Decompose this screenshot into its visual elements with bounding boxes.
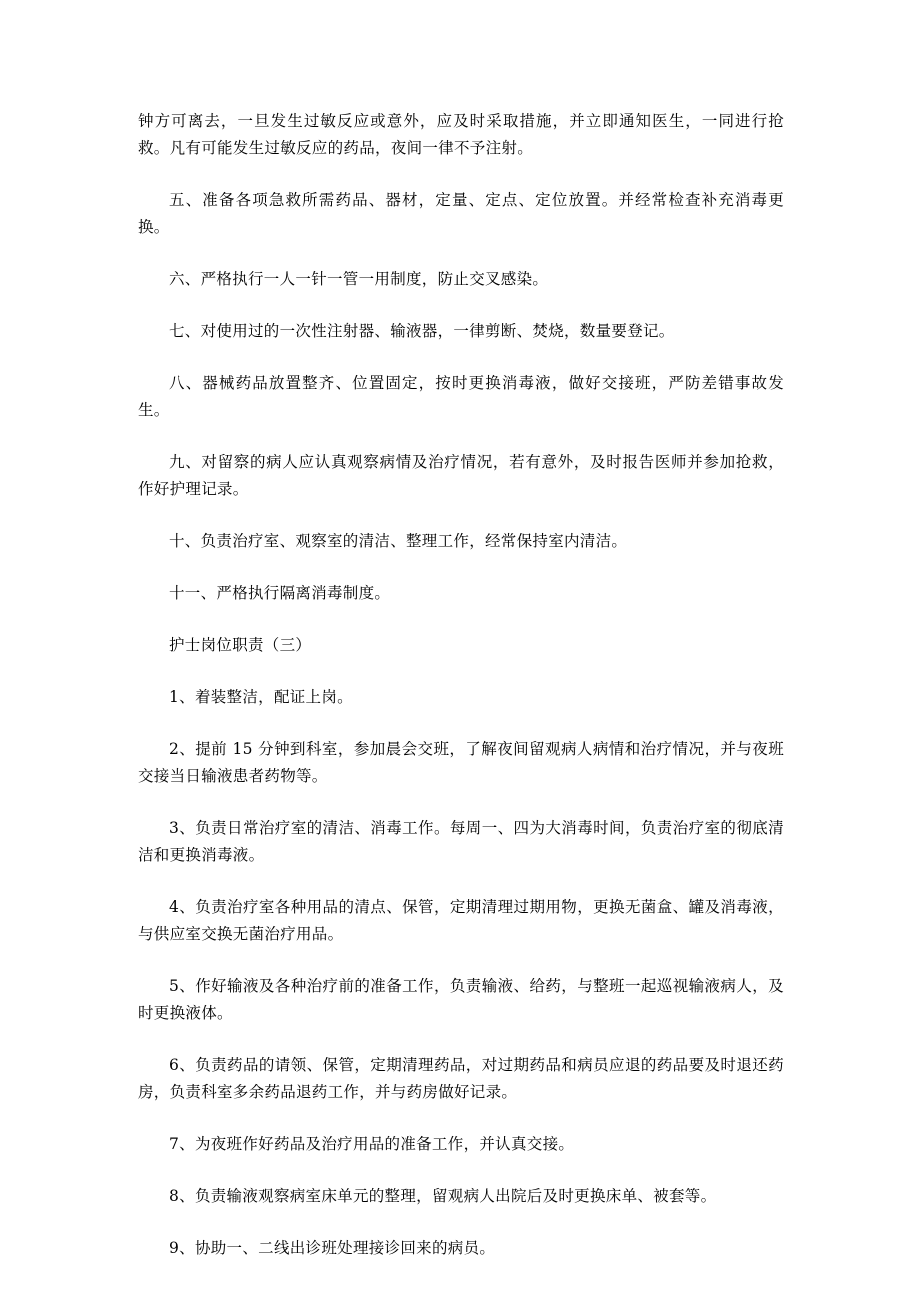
paragraph-item-9: 九、对留察的病人应认真观察病情及治疗情况，若有意外，及时报告医师并参加抢救，作好护理记录。 <box>138 453 784 498</box>
section-heading: 护士岗位职责（三） <box>169 636 312 654</box>
paragraph-item-11: 十一、严格执行隔离消毒制度。 <box>169 584 391 602</box>
paragraph-item-5: 五、准备各项急救所需药品、器材，定量、定点、定位放置。并经常检查补充消毒更换。 <box>138 191 784 236</box>
duty-item-7: 7、为夜班作好药品及治疗用品的准备工作，并认真交接。 <box>169 1135 575 1153</box>
paragraph-item-7: 七、对使用过的一次性注射器、输液器，一律剪断、焚烧，数量要登记。 <box>169 322 675 340</box>
paragraph-item-10: 十、负责治疗室、观察室的清洁、整理工作，经常保持室内清洁。 <box>169 532 628 550</box>
paragraph-continuation: 钟方可离去，一旦发生过敏反应或意外，应及时采取措施，并立即通知医生，一同进行抢救。凡有可能发生过敏反应的药品，夜间一律不予注射。 <box>138 112 784 157</box>
paragraph-item-6: 六、严格执行一人一针一管一用制度，防止交叉感染。 <box>169 270 549 288</box>
duty-item-2: 2、提前 15 分钟到科室，参加晨会交班，了解夜间留观病人病情和治疗情况，并与夜班交接当日输液患者药物等。 <box>138 740 784 785</box>
paragraph-item-8: 八、器械药品放置整齐、位置固定，按时更换消毒液，做好交接班，严防差错事故发生。 <box>138 374 784 419</box>
document-page <box>138 108 784 1287</box>
duty-item-5: 5、作好输液及各种治疗前的准备工作，负责输液、给药，与整班一起巡视输液病人，及时更换液体。 <box>138 977 784 1022</box>
duty-item-1: 1、着装整洁，配证上岗。 <box>169 688 353 706</box>
duty-item-3: 3、负责日常治疗室的清洁、消毒工作。每周一、四为大消毒时间，负责治疗室的彻底清洁和更换消毒液。 <box>138 819 784 864</box>
duty-item-4: 4、负责治疗室各种用品的清点、保管，定期清理过期用物，更换无菌盒、罐及消毒液，与供应室交换无菌治疗用品。 <box>138 898 784 943</box>
duty-item-6: 6、负责药品的请领、保管，定期清理药品，对过期药品和病员应退的药品要及时退还药房，负责科室多余药品退药工作，并与药房做好记录。 <box>138 1056 784 1101</box>
duty-item-8: 8、负责输液观察病室床单元的整理，留观病人出院后及时更换床单、被套等。 <box>169 1187 717 1205</box>
duty-item-9: 9、协助一、二线出诊班处理接诊回来的病员。 <box>169 1239 496 1257</box>
